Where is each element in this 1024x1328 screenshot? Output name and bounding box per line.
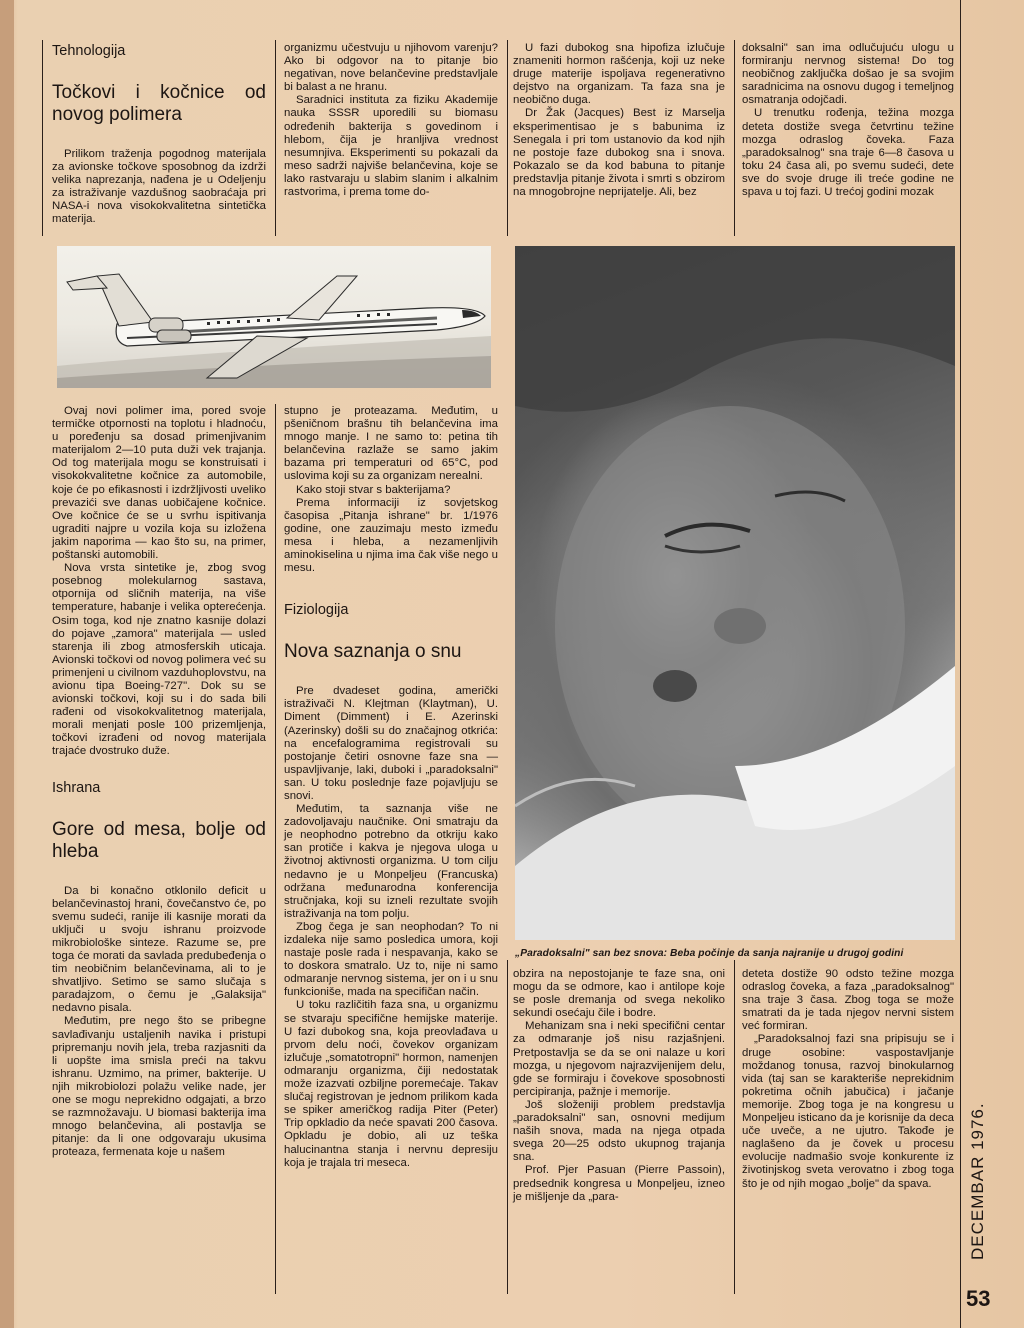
paragraph: Kako stoji stvar s bakterijama? bbox=[296, 483, 451, 496]
paragraph: Međutim, ta saznanja više ne zadovoljavaju naučnike. Oni smatraju da je neophodno potrebno da otkriju kako san protiče i kakva je njegova uloga u životnoj aktivnosti organizma. U tom cilju nedavno je u Monpeljeu (Francuska) održana međunarodna konferencija stručnjaka, koji su izneli rezultate svojih istraživanja na tom polju. bbox=[284, 803, 498, 920]
paragraph: Zbog čega je san neophodan? To ni izdaleka nije samo posledica umora, koji nastaje posle rada i nespavanja, kako se to doskora smatralo. Uz to, nije ni samo odmaranje nervnog sistema, jer on i u snu funkcioniše, mada na specifičan način. bbox=[284, 920, 498, 999]
paragraph: U fazi dubokog sna hipofiza izlučuje znameniti hormon rašćenja, koji uz neke druge materije ispoljava regenerativno dejstvo na organizam. Ta faza sna je neobično duga. bbox=[513, 42, 725, 107]
paragraph: doksalni" san ima odlučujuću ulogu u formiranju nervnog sistema! Do tog neobičnog zaključka došao je sa svojim saradnicima na osnovu dugog i temeljnog osmatranja odojčadi. bbox=[742, 42, 954, 107]
column-2-top bbox=[284, 42, 498, 199]
page-edge bbox=[0, 0, 14, 1328]
paragraph: Još složeniji problem predstavlja „paradoksalni" san, osnovni medijum naših snova, mada na njega otpada svega 20—25 odsto ukupnog trajanja sna. bbox=[513, 1098, 725, 1164]
column-3-bottom bbox=[513, 968, 725, 1204]
sleeping-baby-photo bbox=[515, 246, 955, 940]
headline-tockovi: Točkovi i kočnice od novog polimera bbox=[52, 82, 266, 125]
column-3-top bbox=[513, 42, 725, 199]
paragraph: stupno je proteazama. Međutim, u pšeničnom brašnu tih belančevina ima mnogo manje. I ne samo to: petina tih belančevina razlaže se samo jakim bazama pri temperaturi od 65°C, pod uslovima koji su za organizam nerealni. bbox=[284, 405, 498, 483]
section-label-ishrana: Ishrana bbox=[52, 779, 101, 796]
photo-caption: „Paradoksalni" san bez snova: Beba počinje da sanja najranije u drugoj godini bbox=[515, 948, 904, 959]
column-4-bottom bbox=[742, 968, 954, 1191]
paragraph: Prof. Pjer Pasuan (Pierre Passoin), predsednik kongresa u Monpeljeu, izneo je mišljenje da „para- bbox=[513, 1164, 725, 1203]
page-number: 53 bbox=[966, 1286, 991, 1311]
paragraph: Prilikom traženja pogodnog materijala za avionske točkove sposobnog da izdrži velika naprezanja, nađena je u Odeljenju za istraživanje vazdušnog saobraćaja pri NASA-i nova visokokvalitetna sintetička materija. bbox=[52, 148, 266, 226]
issue-date: DECEMBAR 1976. bbox=[968, 1102, 987, 1260]
column-1-bottom bbox=[52, 405, 266, 1160]
column-rule bbox=[42, 40, 43, 236]
airplane-illustration bbox=[57, 246, 491, 388]
section-label-fiziologija: Fiziologija bbox=[284, 602, 349, 619]
paragraph: „Paradoksalnoj fazi sna pripisuju se i druge osobine: vaspostavljanje moždanog tonusa, razvoj binokularnog vida (taj san se karakteriše neprekidnim pokretima očnih jabučica) i jačanje memorije. Zbog toga je na kongresu u Monpeljeu isticano da je korisnije da deca uče uveče, a ne ujutro. Takođe je naglašeno da je čovek u procesu evolucije nadmašio svoje konkurente iz životinjskog sveta verovatno i zbog toga što je od njih mogao „bolje" da spava. bbox=[742, 1033, 954, 1190]
column-4-top bbox=[742, 42, 954, 199]
paragraph: organizmu učestvuju u njihovom varenju? Ako bi odgovor na to pitanje bio negativan, nove belančevine predstavljale bi balast a ne hranu. bbox=[284, 42, 498, 94]
column-rule bbox=[507, 960, 508, 1294]
headline-gore-od-mesa: Gore od mesa, bolje od hleba bbox=[52, 818, 266, 862]
section-label-tehnologija: Tehnologija bbox=[52, 43, 126, 59]
column-rule bbox=[734, 960, 735, 1294]
airplane-photo bbox=[57, 246, 491, 388]
paragraph: Saradnici instituta za fiziku Akademije nauka SSSR uporedili su biomasu određenih bakterija s govedinom i hlebom, čija je hranljiva vrednost nesumnjiva. Eksperimenti su pokazali da meso sadrži najviše belančevina, koje se lako rastvaraju u slabim slanim i alkalnim rastvorima, i prema tome do- bbox=[284, 94, 498, 199]
column-1-top bbox=[52, 42, 266, 227]
column-rule bbox=[275, 404, 276, 1294]
paragraph: Nova vrsta sintetike je, zbog svog posebnog molekularnog sastava, otpornija od sličnih materija, na više temperature, habanje i velika opterećenja. Osim toga, kod nje znatno kasnije dolazi do pojave „zamora" materijala — usled starenja ili zbog atmosferskih uticaja. Avionski točkovi od novog polimera već su primenjeni u civilnom vazduhoplovstvu, na avionu tipa Boeing-727". Dok su se avionski točkovi, koji su i do sada bili rađeni od visokokvalitetnog materijala, morali menjati posle 100 prizemljenja, točkovi izrađeni od novog materijala trajaće dvostruko duže. bbox=[52, 562, 266, 758]
right-margin-rule bbox=[960, 0, 961, 1328]
paragraph: U toku različitih faza sna, u organizmu se stvaraju specifične hemijske materije. U fazi dubokog sna, koja preovlađava u prvom delu noći, čovekov organizam izlučuje „somatotropni" hormon, namenjen odmaranju organizma, čiji nedostatak može izazvati ozbiljne poremećaje. Takav slučaj registrovan je jednom prilikom kada se spiker američkog radija Piter (Peter) Trip opkladio da neće spavati 200 časova. Opkladu je dobio, ali uz teška halucinantna stanja i nervnu depresiju koja je trajala tri meseca. bbox=[284, 999, 498, 1169]
paragraph: Pre dvadeset godina, američki istraživači N. Klejtman (Klaytman), U. Diment (Dimment) i E. Azerinski (Azerinsky) došli su do značajnog otkrića: na encefalogramima registrovali su postojanje četiri osnovne faze sna — uspavljivanje, laki, duboki i „paradoksalni" san. U toku poslednje faze pojavljuju se snovi. bbox=[284, 685, 498, 802]
paragraph: Dr Žak (Jacques) Best iz Marselja eksperimentisao je s babunima iz Senegala i pri tom ustanovio da kod njih ne postoje faze dubokog sna i snova. Pokazalo se da kod babuna to pitanje predstavlja pitanje života i smrti s obzirom na mnogobrojne neprijatelje. Ali, bez bbox=[513, 107, 725, 199]
paragraph: U trenutku rođenja, težina mozga deteta dostiže svega četvrtinu težine mozga odraslog čoveka. Faza „paradoksalnog" sna traje 6—8 časova u toku 24 časa ali, po svemu sudeći, dete sve do svoje druge ili treće godine ne spava u toj fazi. U trećoj godini mozak bbox=[742, 107, 954, 199]
column-rule bbox=[507, 40, 508, 236]
paragraph: Da bi konačno otklonilo deficit u belančevinastoj hrani, čovečanstvo će, po svemu sudeći, ranije ili kasnije morati da uključi u svoju ishranu proizvode mikrobiološke sinteze. Razume se, pre toga će morati da savlada predubeđenja o tim neobičnim belančevinama, ali to je shvatljivo. Setimo se samo slučaja s paradajzom, o čemu je „Galaksija" nedavno pisala. bbox=[52, 884, 266, 1015]
column-rule bbox=[275, 40, 276, 236]
headline-nova-saznanja: Nova saznanja o snu bbox=[284, 641, 462, 663]
paragraph: Mehanizam sna i neki specifični centar za odmaranje još nisu razjašnjeni. Pretpostavlja se da se oni nalaze u kori mozga, u njegovom najrazvijenijem delu, gde se formiraju i čovekove sposobnosti percipiranja, pažnje i memorije. bbox=[513, 1020, 725, 1098]
paragraph: Međutim, pre nego što se pribegne savlađivanju ustaljenih navika i pristupi pripremanju novih jela, treba razjasniti da li uopšte ima smisla preći na takvu ishranu. Uzmimo, na primer, bakterije. U njih mikrobiolozi polažu velike nade, jer one se mogu neprekidno odgajati, a brzo se razmnožavaju. U biomasi bakterija ima mnogo belančevina, ali postavlja se pitanje: da li one odgovaraju ukusima proteaza, fermenata koje u našem bbox=[52, 1015, 266, 1159]
sleeping-baby-illustration bbox=[515, 246, 955, 940]
paragraph: deteta dostiže 90 odsto težine mozga odraslog čoveka, a faza „paradoksalnog" sna traje 3 časa. Zbog toga se može smatrati da je tada njegov nervni sistem već formiran. bbox=[742, 968, 954, 1033]
paragraph: Ovaj novi polimer ima, pored svoje termičke otpornosti na toplotu i hladnoću, u poređenju sa dosad primenjivanim materijalom 2—10 puta duži vek trajanja. Od tog materijala mogu se konstruisati i visokokvalitetne kočnice za automobile, koje će po efikasnosti i izdržljivosti uveliko prevazići sve danas uobičajene kočnice. Ove kočnice će se u svrhu ispitivanja ugraditi najpre u vozila koja su izložena jakim naporima — kao što su, na primer, poštanski automobili. bbox=[52, 405, 266, 562]
paragraph: obzira na nepostojanje te faze sna, oni mogu da se odmore, kao i antilope koje se posle dremanja od svega nekoliko sekundi osećaju čile i bodre. bbox=[513, 968, 725, 1020]
paragraph: Prema informaciji iz sovjetskog časopisa „Pitanja ishrane" br. 1/1976 godine, one zauzimaju mesto između mesa i hleba, a nezamenljivih aminokiselina u njima ima čak više nego u mesu. bbox=[284, 496, 498, 575]
column-rule bbox=[734, 40, 735, 236]
column-2-bottom bbox=[284, 405, 498, 1170]
